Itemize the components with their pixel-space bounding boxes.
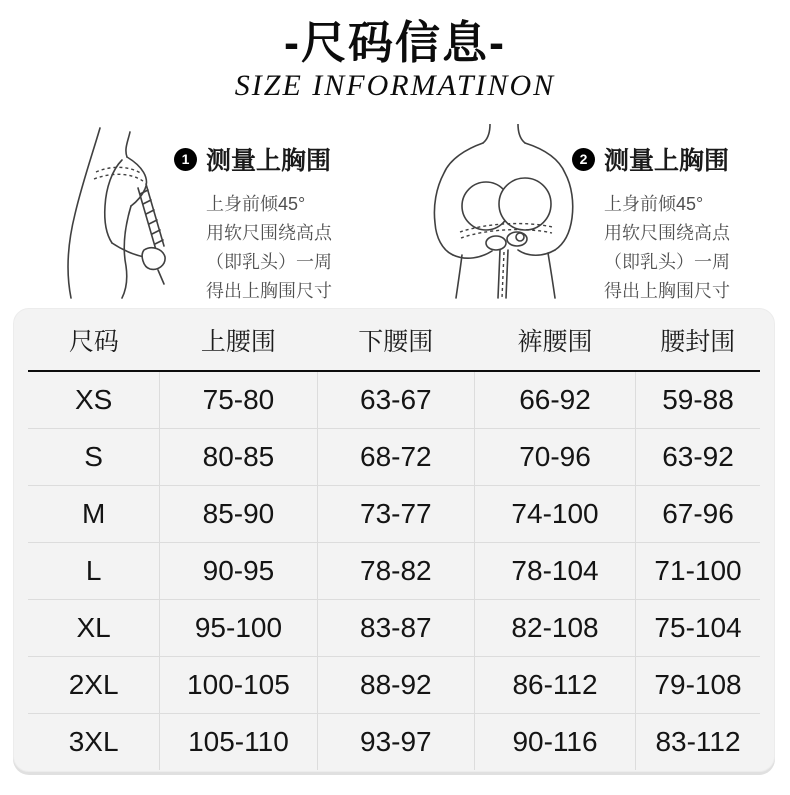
step-2-heading: 测量上胸围 xyxy=(604,147,730,175)
measure-step-1 xyxy=(174,141,389,306)
size-cell: 83-87 xyxy=(317,600,474,657)
instruction-line: 上身前倾45° xyxy=(206,194,306,214)
instruction-line: 得出上胸围尺寸 xyxy=(206,281,332,301)
size-cell: 71-100 xyxy=(636,543,760,600)
instruction-line: 得出上胸围尺寸 xyxy=(604,281,730,301)
size-cell: 100-105 xyxy=(160,657,317,714)
col-header-pants-waist: 裤腰围 xyxy=(475,309,636,371)
size-cell: 63-67 xyxy=(317,371,474,429)
size-cell: 90-116 xyxy=(475,714,636,771)
table-row xyxy=(28,486,760,543)
step-1-instructions xyxy=(206,190,389,306)
size-cell: 63-92 xyxy=(636,429,760,486)
size-cell: 80-85 xyxy=(160,429,317,486)
size-cell: 70-96 xyxy=(475,429,636,486)
instruction-line: （即乳头）一周 xyxy=(604,252,730,272)
size-cell: 78-104 xyxy=(475,543,636,600)
size-row-label: S xyxy=(28,429,160,486)
size-row-label: L xyxy=(28,543,160,600)
size-cell: 79-108 xyxy=(636,657,760,714)
size-cell: 82-108 xyxy=(475,600,636,657)
step-1-number-badge: 1 xyxy=(174,148,197,171)
col-header-waist-belt: 腰封围 xyxy=(636,309,760,371)
size-cell: 95-100 xyxy=(160,600,317,657)
instruction-line: 上身前倾45° xyxy=(604,194,704,214)
size-row-label: M xyxy=(28,486,160,543)
table-row xyxy=(28,543,760,600)
step-2-number-badge: 2 xyxy=(572,148,595,171)
size-cell: 75-80 xyxy=(160,371,317,429)
side-view-figure-illustration xyxy=(36,126,188,300)
col-header-size: 尺码 xyxy=(28,309,160,371)
front-view-figure-illustration xyxy=(424,124,586,300)
size-cell: 75-104 xyxy=(636,600,760,657)
size-cell: 105-110 xyxy=(160,714,317,771)
table-row xyxy=(28,600,760,657)
size-cell: 68-72 xyxy=(317,429,474,486)
size-cell: 93-97 xyxy=(317,714,474,771)
measure-step-2 xyxy=(572,141,787,306)
step-1-heading: 测量上胸围 xyxy=(206,147,332,175)
table-row xyxy=(28,429,760,486)
instruction-line: 用软尺围绕高点 xyxy=(604,223,730,243)
size-cell: 59-88 xyxy=(636,371,760,429)
size-cell: 88-92 xyxy=(317,657,474,714)
step-2-heading-row xyxy=(572,141,787,177)
size-row-label: 3XL xyxy=(28,714,160,771)
size-cell: 85-90 xyxy=(160,486,317,543)
size-row-label: XL xyxy=(28,600,160,657)
page-header xyxy=(0,18,790,103)
step-1-heading-row xyxy=(174,141,389,177)
table-row xyxy=(28,371,760,429)
size-cell: 90-95 xyxy=(160,543,317,600)
size-cell: 86-112 xyxy=(475,657,636,714)
size-row-label: XS xyxy=(74,384,113,415)
table-row xyxy=(28,657,760,714)
instruction-line: （即乳头）一周 xyxy=(206,252,332,272)
table-row xyxy=(28,714,760,771)
page-title: -尺码信息- xyxy=(284,17,506,68)
size-cell: 73-77 xyxy=(317,486,474,543)
size-cell: 78-82 xyxy=(317,543,474,600)
size-table-card xyxy=(13,308,775,772)
size-table xyxy=(28,309,760,770)
col-header-upper-waist: 上腰围 xyxy=(160,309,317,371)
size-cell: 74-100 xyxy=(475,486,636,543)
size-cell: 66-92 xyxy=(475,371,636,429)
size-cell: 83-112 xyxy=(636,714,760,771)
instruction-line: 用软尺围绕高点 xyxy=(206,223,332,243)
col-header-lower-waist: 下腰围 xyxy=(317,309,474,371)
size-cell: 67-96 xyxy=(636,486,760,543)
size-table-header-row xyxy=(28,309,760,371)
step-2-instructions xyxy=(604,190,787,306)
page-subtitle: SIZE INFORMATINON xyxy=(234,69,556,103)
size-row-label: 2XL xyxy=(28,657,160,714)
